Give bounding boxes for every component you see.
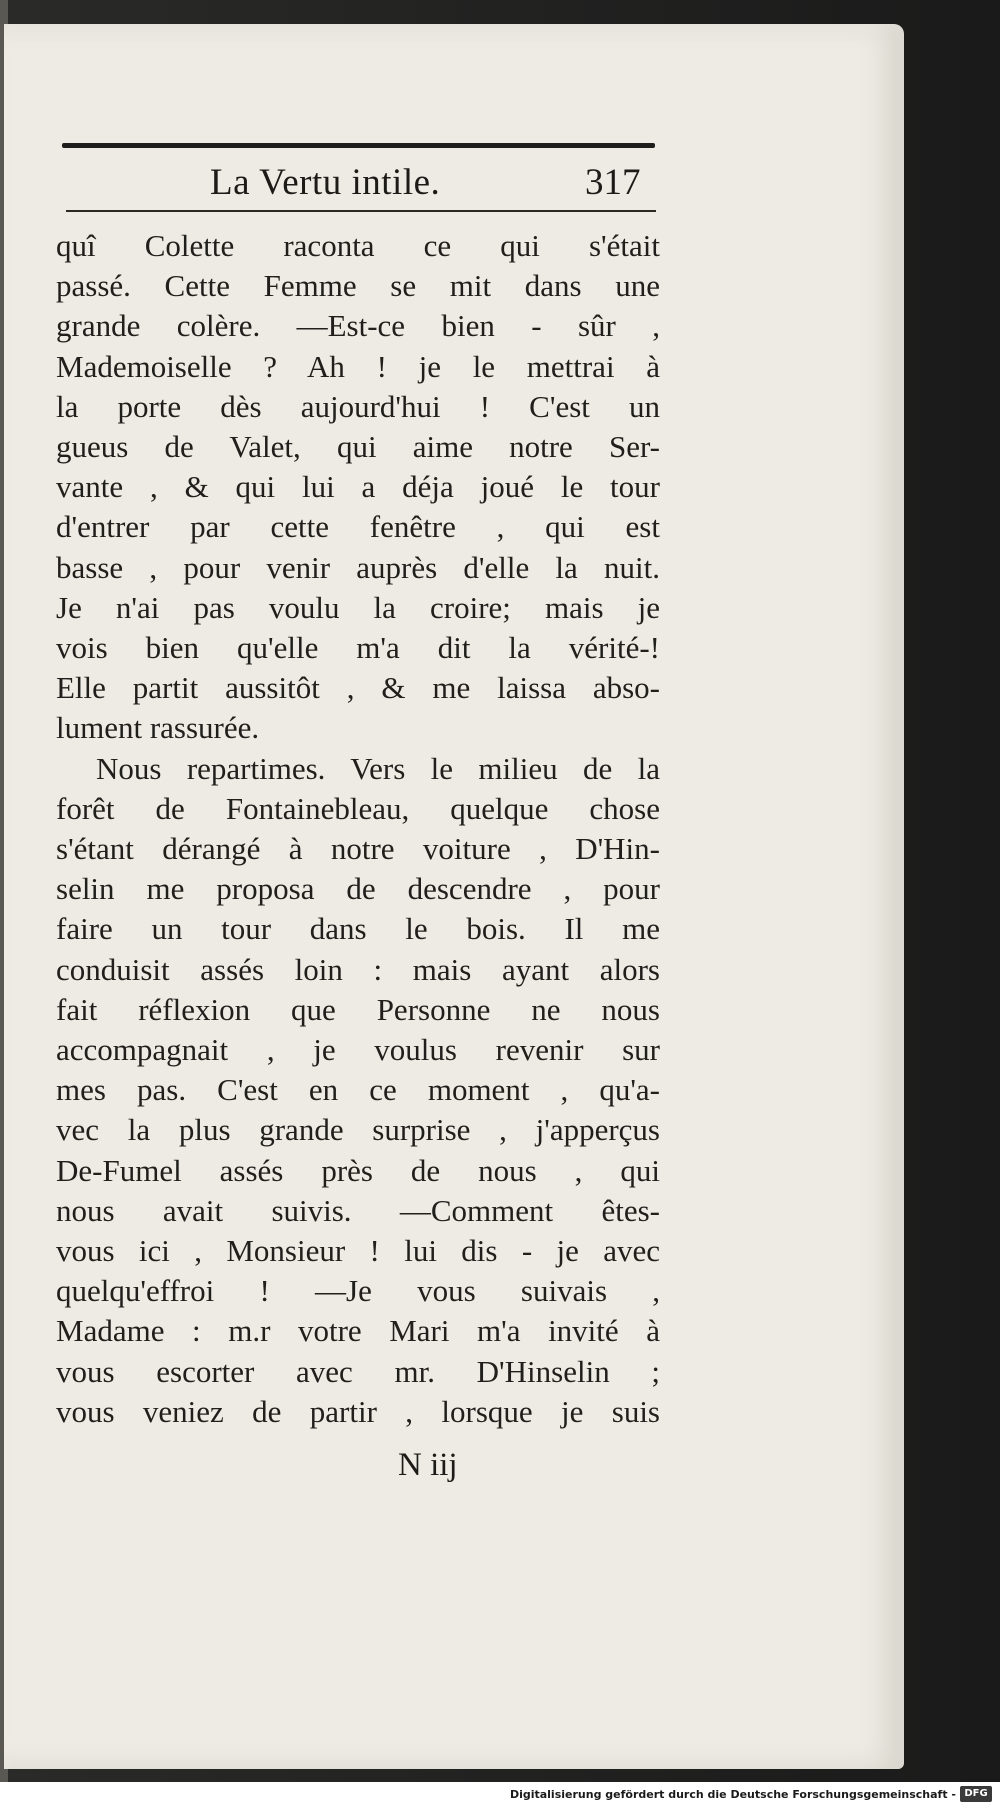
text-line: Je n'ai pas voulu la croire; mais je <box>56 589 660 625</box>
text-line: conduisit assés loin : mais ayant alors <box>56 951 660 987</box>
text-line: forêt de Fontainebleau, quelque chose <box>56 790 660 826</box>
text-line: De-Fumel assés près de nous , qui <box>56 1152 660 1188</box>
text-line: mes pas. C'est en ce moment , qu'a- <box>56 1072 660 1108</box>
text-line: Madame : m.r votre Mari m'a invité à <box>56 1313 660 1349</box>
text-line: lument rassurée. <box>56 710 260 746</box>
text-line: Nous repartimes. Vers le milieu de la <box>96 750 660 786</box>
text-line: selin me proposa de descendre , pour <box>56 871 660 907</box>
text-line: nous avait suivis. —Comment êtes- <box>56 1192 660 1228</box>
text-line: vante , & qui lui a déja joué le tour <box>56 469 660 505</box>
text-line: faire un tour dans le bois. Il me <box>56 911 660 947</box>
text-line: Elle partit aussitôt , & me laissa abso- <box>56 670 660 706</box>
text-line: quî Colette raconta ce qui s'était <box>56 228 660 263</box>
text-line: d'entrer par cette fenêtre , qui est <box>56 509 660 545</box>
digitization-credit: Digitalisierung gefördert durch die Deutsche Forschungsgemeinschaft - <box>509 1788 956 1801</box>
header-rule-top <box>62 143 655 148</box>
text-line: Mademoiselle ? Ah ! je le mettrai à <box>56 348 660 384</box>
text-line: la porte dès aujourd'hui ! C'est un <box>56 388 660 424</box>
header-rule-bottom <box>66 210 656 212</box>
text-line: fait réflexion que Personne ne nous <box>56 991 660 1027</box>
text-line: vois bien qu'elle m'a dit la vérité-! <box>56 630 660 665</box>
text-line: vous veniez de partir , lorsque je suis <box>56 1393 660 1429</box>
text-line: accompagnait , je voulus revenir sur <box>56 1032 660 1067</box>
text-line: vous ici , Monsieur ! lui dis - je avec <box>56 1233 660 1268</box>
running-title: La Vertu intile. <box>210 162 441 203</box>
signature-mark: N iij <box>398 1447 458 1483</box>
text-line: grande colère. —Est-ce bien - sûr , <box>56 308 660 344</box>
text-line: passé. Cette Femme se mit dans une <box>56 268 660 304</box>
text-line: gueus de Valet, qui aime notre Ser- <box>56 429 660 464</box>
text-line: basse , pour venir auprès d'elle la nuit. <box>56 549 660 585</box>
text-line: s'étant dérangé à notre voiture , D'Hin- <box>56 831 660 866</box>
dfg-logo: DFG <box>960 1786 992 1802</box>
text-line: vec la plus grande surprise , j'apperçus <box>56 1112 660 1148</box>
text-line: vous escorter avec mr. D'Hinselin ; <box>56 1353 660 1389</box>
page-number: 317 <box>585 162 641 203</box>
text-line: quelqu'effroi ! —Je vous suivais , <box>56 1273 660 1309</box>
